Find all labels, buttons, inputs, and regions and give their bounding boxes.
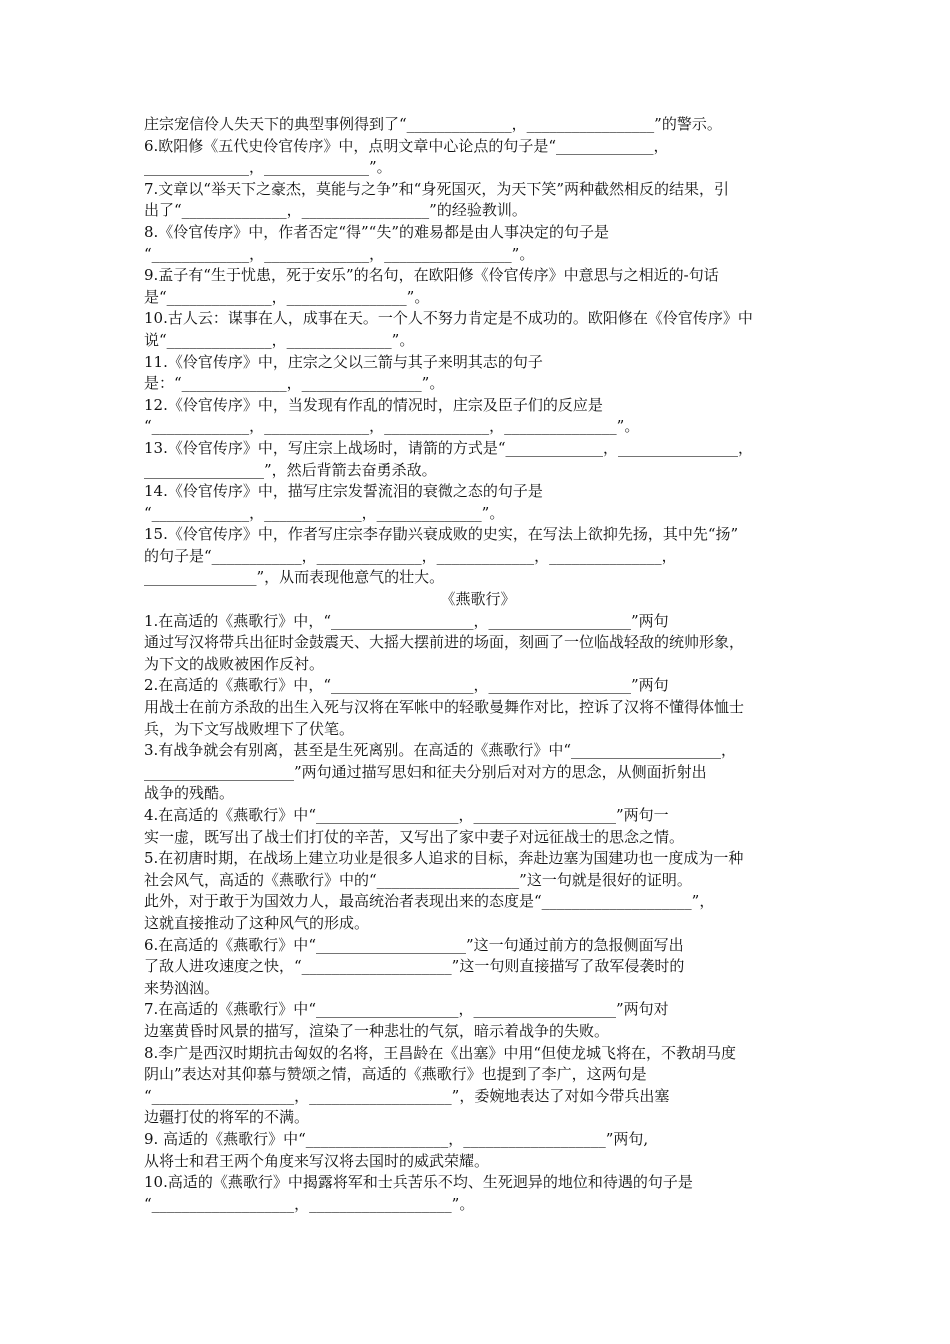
text-line: 14.《伶官传序》中，描写庄宗发誓流泪的衰微之态的句子是 (144, 482, 543, 501)
text-line: 2.在高适的《燕歌行》中，“___________________，___________________”两句 (144, 676, 669, 695)
text-line: 从将士和君王两个角度来写汉将去国时的威武荣耀。 (144, 1151, 490, 1170)
text-line: 阴山”表达对其仰慕与赞颂之情，高适的《燕歌行》也提到了李广，这两句是 (144, 1065, 647, 1084)
text-line: 是“______________，________________”。 (144, 287, 430, 306)
text-line: 边疆打仗的将军的不满。 (144, 1108, 310, 1127)
worksheet-page (144, 114, 812, 1215)
text-line: 1.在高适的《燕歌行》中，“___________________，___________________”两句 (144, 611, 669, 630)
text-line: 8.李广是西汉时期抗击匈奴的名将，王昌龄在《出塞》中用“但使龙城飞将在，不教胡马度 (144, 1043, 736, 1062)
text-line: 是：“______________，________________”。 (144, 374, 445, 393)
text-line: 为下文的战败被困作反衬。 (144, 654, 325, 673)
text-line: 5.在初唐时期，在战场上建立功业是很多人追求的目标，奔赴边塞为国建功也一度成为一种 (144, 849, 744, 868)
text-line: 11.《伶官传序》中，庄宗之父以三箭与其子来明其志的句子 (144, 352, 543, 371)
text-line: 3.有战争就会有别离，甚至是生死离别。在高适的《燕歌行》中“____________________， (144, 741, 736, 760)
text-line: 6.在高适的《燕歌行》中“____________________”这一句通过前方的急报侧面写出 (144, 935, 684, 954)
text-line: “_____________，_____________，______________”。 (144, 503, 505, 522)
text-line: 出了“______________，_________________”的经验教训。 (144, 201, 527, 220)
text-line: 9.孟子有“生于忧患，死于安乐”的名句，在欧阳修《伶官传序》中意思与之相近的-句话 (144, 266, 719, 285)
text-line: “_____________，______________，_________________”。 (144, 244, 535, 263)
text-line: 8.《伶官传序》中，作者否定“得”“失”的难易都是由人事决定的句子是 (144, 222, 609, 241)
text-line: 来势汹汹。 (144, 978, 220, 997)
text-line: 的句子是“____________，______________，_____________，_______________， (144, 546, 677, 565)
text-line: 这就直接推动了这种风气的形成。 (144, 913, 370, 932)
text-line: 4.在高适的《燕歌行》中“___________________，___________________”两句一 (144, 806, 669, 824)
text-line: 边塞黄昏时风景的描写，渲染了一种悲壮的气氛，暗示着战争的失败。 (144, 1021, 610, 1040)
text-line: 15.《伶官传序》中，作者写庄宗李存勖兴衰成败的史实，在写法上欲抑先扬，其中先“扬” (144, 525, 739, 544)
text-line: 10.古人云：谋事在人，成事在天。一个人不努力肯定是不成功的。欧阳修在《伶官传序》中 (144, 309, 753, 328)
section-title: 《燕歌行》 (440, 590, 516, 609)
text-line: 了敌人进攻速度之快，“____________________”这一句则直接描写了敌军侵袭时的 (144, 957, 685, 976)
text-line: 13.《伶官传序》中，写庄宗上战场时，请箭的方式是“_____________，________________， (144, 438, 754, 457)
text-line: 说“______________，______________”。 (144, 330, 415, 349)
text-line: 实一虚，既写出了战士们打仗的辛苦，又写出了家中妻子对远征战士的思念之情。 (144, 827, 685, 846)
text-line: 此外，对于敢于为国效力人，最高统治者表现出来的态度是“____________________”， (144, 892, 715, 911)
text-line: “_____________，______________，______________，_______________”。 (144, 417, 640, 436)
text-line: 战争的残酷。 (144, 784, 235, 803)
text-line: 用战士在前方杀敌的出生入死与汉将在军帐中的轻歌曼舞作对比，控诉了汉将不懂得体恤士 (144, 698, 745, 717)
text-line: 6.欧阳修《五代史伶官传序》中，点明文章中心论点的句子是“_____________， (144, 136, 669, 155)
text-line: 10.高适的《燕歌行》中揭露将军和士兵苦乐不均、生死迥异的地位和待遇的句子是 (144, 1173, 693, 1192)
text-line: 7.文章以“举天下之豪杰，莫能与之争”和“身死国灭，为天下笑”两种截然相反的结果，引 (144, 179, 729, 198)
text-line: ____________________”两句通过描写思妇和征夫分别后对对方的思念，从侧面折射出 (144, 762, 707, 781)
text-line: ______________，______________”。 (144, 158, 392, 177)
text-line: “___________________，___________________”。 (144, 1194, 475, 1213)
text-line: 庄宗宠信伶人失天下的典型事例得到了“______________，_________________”的警示。 (144, 115, 722, 133)
text-line: 通过写汉将带兵出征时金鼓震天、大摇大摆前进的场面，刻画了一位临战轻敌的统帅形象， (144, 633, 745, 652)
text-line: 7.在高适的《燕歌行》中“___________________，___________________”两句对 (144, 1000, 669, 1019)
text-line: 兵，为下文写战败埋下了伏笔。 (144, 719, 355, 738)
text-line: 9. 高适的《燕歌行》中“___________________，___________________”两句, (144, 1129, 649, 1148)
text-line: 12.《伶官传序》中，当发现有作乱的情况时，庄宗及臣子们的反应是 (144, 395, 603, 414)
text-line: 社会风气，高适的《燕歌行》中的“___________________”这一句就是很好的证明。 (144, 870, 692, 889)
text-line: “___________________，___________________”，委婉地表达了对如今带兵出塞 (144, 1086, 670, 1105)
text-line: ________________”，然后背箭去奋勇杀敌。 (144, 460, 437, 479)
text-line: _______________”，从而表现他意气的壮大。 (144, 568, 445, 587)
